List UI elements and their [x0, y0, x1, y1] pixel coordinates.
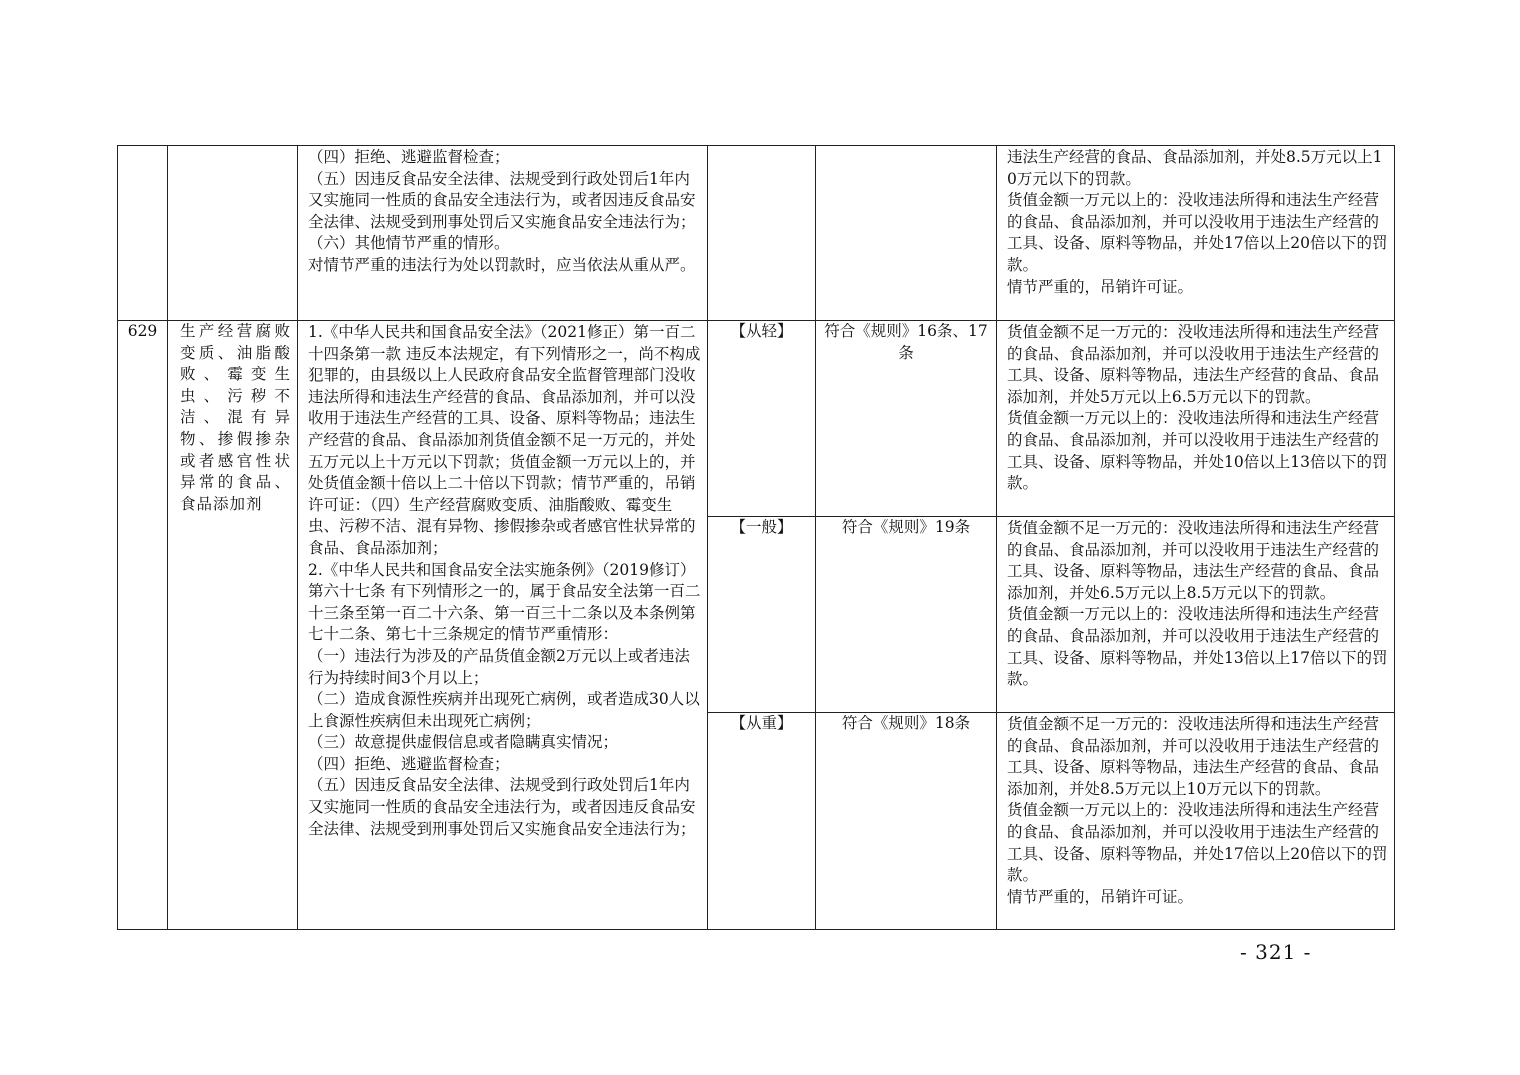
- page-number: - 321 -: [1240, 940, 1312, 964]
- item-category: 生产经营腐败变质、油脂酸败、霉变生虫、污秽不洁、混有异物、掺假掺杂或者感官性状异常的食品、食品添加剂: [180, 322, 291, 513]
- level-cell-empty: [708, 146, 816, 321]
- category-cell-empty: [168, 146, 298, 321]
- level-condition-cell: [816, 713, 997, 930]
- item-legal-basis: 1.《中华人民共和国食品安全法》（2021修正）第一百二十四条第一款 违反本法规定，有下列情形之一，尚不构成犯罪的，由县级以上人民政府食品安全监督管理部门没收违法所得和违法生产经营的食品、食品添加剂，并可以没收用于违法生产经营的工具、设备、原料等物品；违法生产经营的食品、食品添加剂货值金额不足一万元的，并处五万元以上十万元以下罚款；货值金额一万元以上的，并处货值金额十倍以上二十倍以下罚款；情节严重的，吊销许可证：（四）生产经营腐败变质、油脂酸败、霉变生虫、污秽不洁、混有异物、掺假掺杂或者感官性状异常的食品、食品添加剂； 2.《中华人民共和国食品安全法实施条例》（2019修订）第六十七条 有下列情形之一的，属于食品安全法第一百二十三条至第一百二十六条、第一百三十二条以及本条例第七十二条、第七十三条规定的情节严重情形： （一）违法行为涉及的产品货值金额2万元以上或者违法行为持续时间3个月以上； （二）造成食源性疾病并出现死亡病例，或者造成30人以上食源性疾病但未出现死亡病例； （三）故意提供虚假信息或者隐瞒真实情况； （四）拒绝、逃避监督检查； （五）因违反食品安全法律、法规受到行政处罚后1年内又实施同一性质的食品安全违法行为，或者因违反食品安全法律、法规受到刑事处罚后又实施食品安全违法行为；: [308, 323, 701, 838]
- penalty-table: [117, 145, 1395, 930]
- level-penalty: 货值金额不足一万元的：没收违法所得和违法生产经营的食品、食品添加剂，并可以没收用于违法生产经营的工具、设备、原料等物品，违法生产经营的食品、食品添加剂，并处6.5万元以上8.5万元以下的罚款。 货值金额一万元以上的：没收违法所得和违法生产经营的食品、食品添加剂，并可以没收用于违法生产经营的工具、设备、原料等物品，并处13倍以上17倍以下的罚款。: [1007, 519, 1388, 689]
- level-label: 【一般】: [730, 518, 793, 536]
- level-penalty-cell: [997, 713, 1395, 930]
- level-condition-cell: [816, 517, 997, 713]
- legal-basis-cell: [298, 146, 708, 321]
- level-penalty: 货值金额不足一万元的：没收违法所得和违法生产经营的食品、食品添加剂，并可以没收用于违法生产经营的工具、设备、原料等物品，违法生产经营的食品、食品添加剂，并处8.5万元以上10万元以下的罚款。 货值金额一万元以上的：没收违法所得和违法生产经营的食品、食品添加剂，并可以没收用于违法生产经营的工具、设备、原料等物品，并处17倍以上20倍以下的罚款。 情节严重的，吊销许可证。: [1007, 715, 1388, 906]
- item-number: 629: [118, 321, 168, 930]
- level-condition-cell: [816, 321, 997, 517]
- level-penalty: 货值金额不足一万元的：没收违法所得和违法生产经营的食品、食品添加剂，并可以没收用于违法生产经营的工具、设备、原料等物品，违法生产经营的食品、食品添加剂，并处5万元以上6.5万元以下的罚款。 货值金额一万元以上的：没收违法所得和违法生产经营的食品、食品添加剂，并可以没收用于违法生产经营的工具、设备、原料等物品，并处10倍以上13倍以下的罚款。: [1007, 323, 1388, 493]
- level-penalty-cell: [997, 517, 1395, 713]
- level-condition: 符合《规则》18条: [841, 714, 971, 732]
- condition-cell-empty: [816, 146, 997, 321]
- item-category-cell: [168, 321, 298, 930]
- level-label-cell: [708, 321, 816, 517]
- level-penalty-cell: [997, 321, 1395, 517]
- item-legal-basis-cell: [298, 321, 708, 930]
- level-label-cell: [708, 517, 816, 713]
- level-label: 【从重】: [730, 714, 793, 732]
- number-cell-empty: [118, 146, 168, 321]
- level-condition: 符合《规则》16条、17条: [824, 322, 988, 362]
- level-condition: 符合《规则》19条: [841, 518, 971, 536]
- continued-row: [118, 146, 1395, 321]
- level-label-cell: [708, 713, 816, 930]
- penalty-cell: [997, 146, 1395, 321]
- item-row-level-1: [118, 321, 1395, 517]
- legal-basis-text: （四）拒绝、逃避监督检查； （五）因违反食品安全法律、法规受到行政处罚后1年内又实施同一性质的食品安全违法行为，或者因违反食品安全法律、法规受到刑事处罚后又实施食品安全违法行为； （六）其他情节严重的情形。 对情节严重的违法行为处以罚款时，应当依法从重从严。: [308, 148, 696, 274]
- level-label: 【从轻】: [730, 322, 793, 340]
- penalty-text: 违法生产经营的食品、食品添加剂，并处8.5万元以上10万元以下的罚款。 货值金额一万元以上的：没收违法所得和违法生产经营的食品、食品添加剂，并可以没收用于违法生产经营的工具、设备、原料等物品，并处17倍以上20倍以下的罚款。 情节严重的，吊销许可证。: [1007, 148, 1388, 296]
